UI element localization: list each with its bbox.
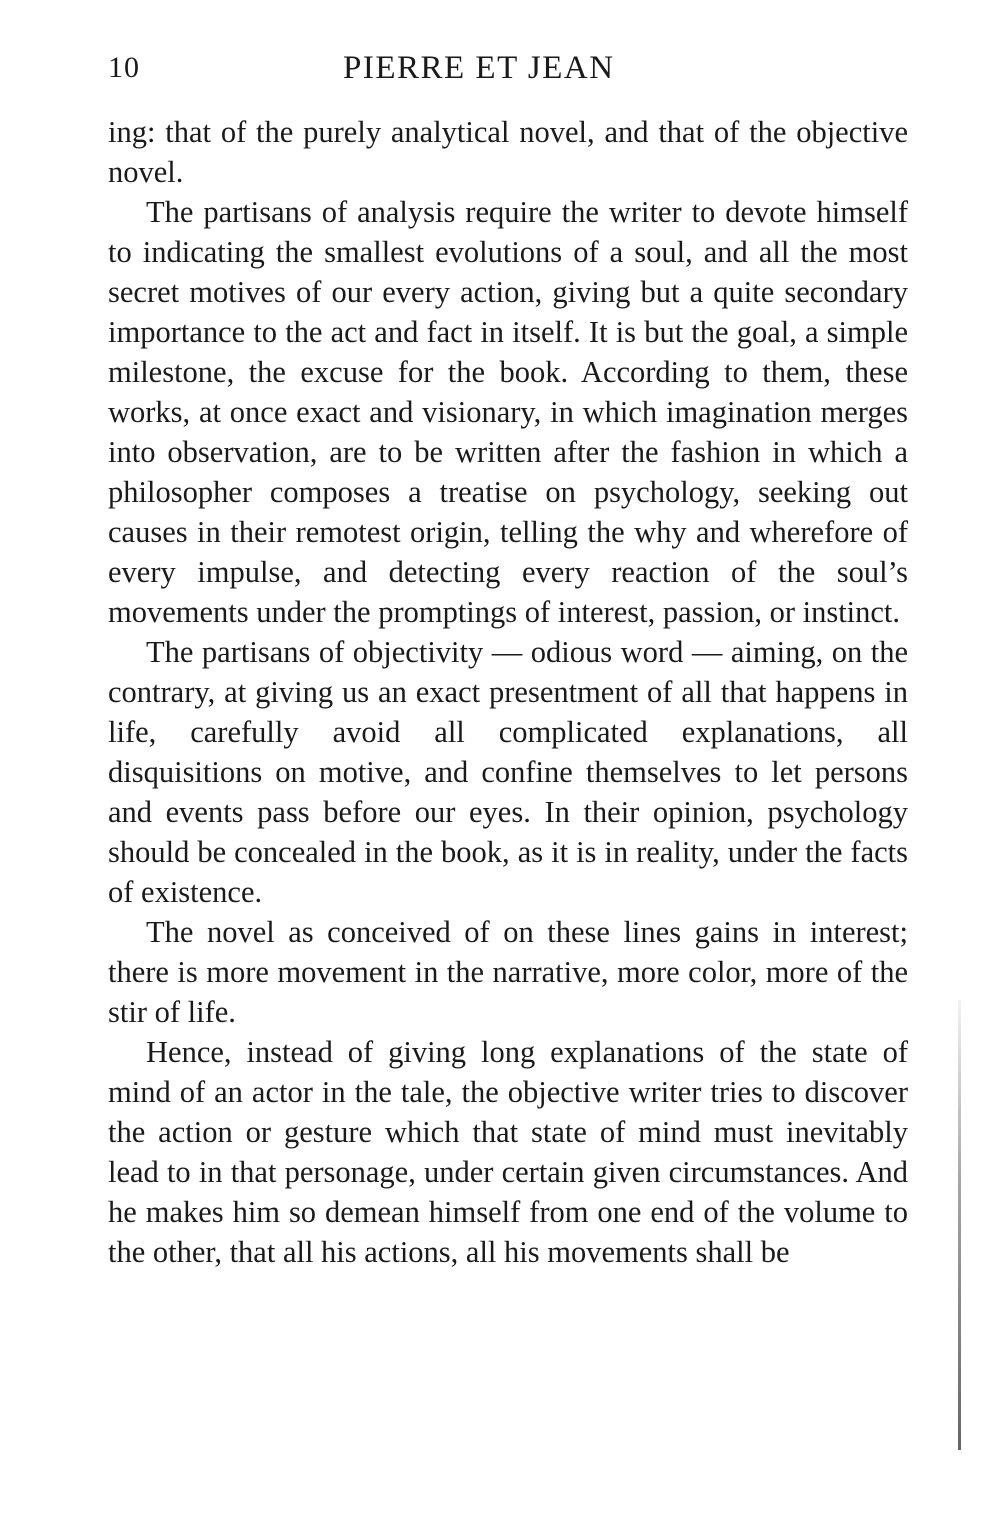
- paragraph: The novel as conceived of on these lines gains in interest; there is more movement in the narrative, more color, more of the stir of life.: [108, 915, 908, 1029]
- page-number: 10: [108, 51, 140, 84]
- running-head: [108, 44, 908, 92]
- book-title: PIERRE ET JEAN: [343, 50, 615, 86]
- body-text: [108, 112, 908, 1272]
- paragraph: Hence, instead of giving long explanations of the state of mind of an actor in the tale, the objective writer tries to discover the action or gesture which that state of mind must inevitably lead to in that personage, under certain given circumstances. And he makes him so demean himself from one end of the volume to the other, that all his actions, all his movements shall be: [108, 1035, 908, 1269]
- paragraph: The partisans of objectivity — odious word — aiming, on the contrary, at giving us an exact presentment of all that happens in life, carefully avoid all complicated explanations, all disquisitions on motive, and confine themselves to let persons and events pass before our eyes. In their opinion, psychology should be concealed in the book, as it is in reality, under the facts of existence.: [108, 635, 908, 909]
- paragraph: The partisans of analysis require the writer to devote himself to indicating the smallest evolutions of a soul, and all the most secret motives of our every action, giving but a quite secondary importance to the act and fact in itself. It is but the goal, a simple milestone, the excuse for the book. According to them, these works, at once exact and visionary, in which imagination merges into observation, are to be written after the fashion in which a philosopher composes a treatise on psychology, seeking out causes in their remotest origin, telling the why and wherefore of every impulse, and detecting every reaction of the soul’s movements under the promptings of interest, passion, or instinct.: [108, 195, 908, 629]
- paragraph-continuation: ing: that of the purely analytical novel, and that of the objective novel.: [108, 115, 908, 189]
- page-edge-shadow: [958, 1000, 961, 1450]
